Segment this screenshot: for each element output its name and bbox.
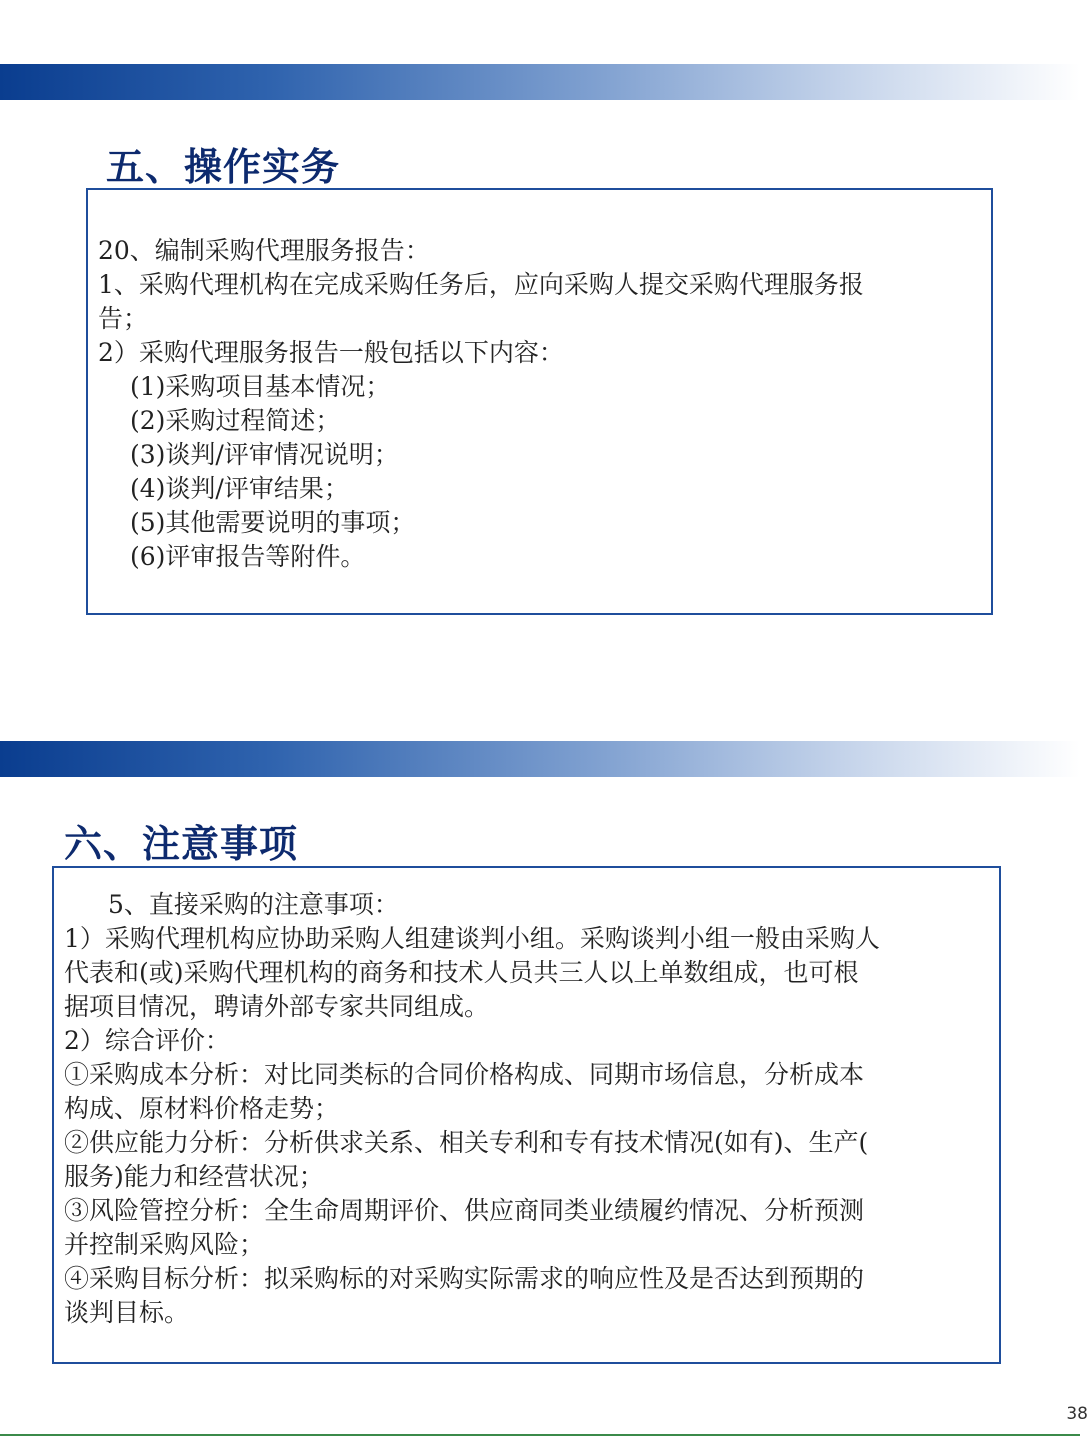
text-line: 谈判目标。 xyxy=(64,1298,190,1327)
text-line: 告； xyxy=(98,304,149,333)
list-item: (5)其他需要说明的事项； xyxy=(130,508,416,537)
bottom-rule xyxy=(0,1434,1080,1436)
text-line: 20、编制采购代理服务报告： xyxy=(98,236,430,265)
text-line: ③风险管控分析：全生命周期评价、供应商同类业绩履约情况、分析预测 xyxy=(64,1196,865,1225)
text-line: 5、直接采购的注意事项： xyxy=(108,890,399,919)
list-item: (3)谈判/评审情况说明； xyxy=(130,440,399,469)
section-title-notes: 六、注意事项 xyxy=(64,822,299,866)
text-line: ①采购成本分析：对比同类标的合同价格构成、同期市场信息，分析成本 xyxy=(64,1060,865,1089)
text-line: 1）采购代理机构应协助采购人组建谈判小组。采购谈判小组一般由采购人 xyxy=(64,924,880,953)
section-title-operations: 五、操作实务 xyxy=(106,145,341,189)
list-item: (6)评审报告等附件。 xyxy=(130,542,366,571)
text-line: ④采购目标分析：拟采购标的对采购实际需求的响应性及是否达到预期的 xyxy=(64,1264,865,1293)
text-line: ②供应能力分析：分析供求关系、相关专利和专有技术情况(如有)、生产( xyxy=(64,1128,869,1157)
text-line: 1、采购代理机构在完成采购任务后，应向采购人提交采购代理服务报 xyxy=(98,270,864,299)
list-item: (4)谈判/评审结果； xyxy=(130,474,349,503)
content-box-operations xyxy=(86,188,993,615)
section-gradient-band xyxy=(0,741,1080,777)
text-line: 2）采购代理服务报告一般包括以下内容： xyxy=(98,338,564,367)
text-line: 并控制采购风险； xyxy=(64,1230,265,1259)
page-number: 38 xyxy=(1066,1404,1088,1424)
text-line: 服务)能力和经营状况； xyxy=(64,1162,324,1191)
header-gradient-band xyxy=(0,64,1080,100)
list-item: (2)采购过程简述； xyxy=(130,406,341,435)
text-line: 代表和(或)采购代理机构的商务和技术人员共三人以上单数组成，也可根 xyxy=(64,958,859,987)
text-line: 2）综合评价： xyxy=(64,1026,230,1055)
content-box-notes xyxy=(52,866,1001,1364)
text-line: 据项目情况，聘请外部专家共同组成。 xyxy=(64,992,490,1021)
list-item: (1)采购项目基本情况； xyxy=(130,372,391,401)
text-line: 构成、原材料价格走势； xyxy=(64,1094,340,1123)
